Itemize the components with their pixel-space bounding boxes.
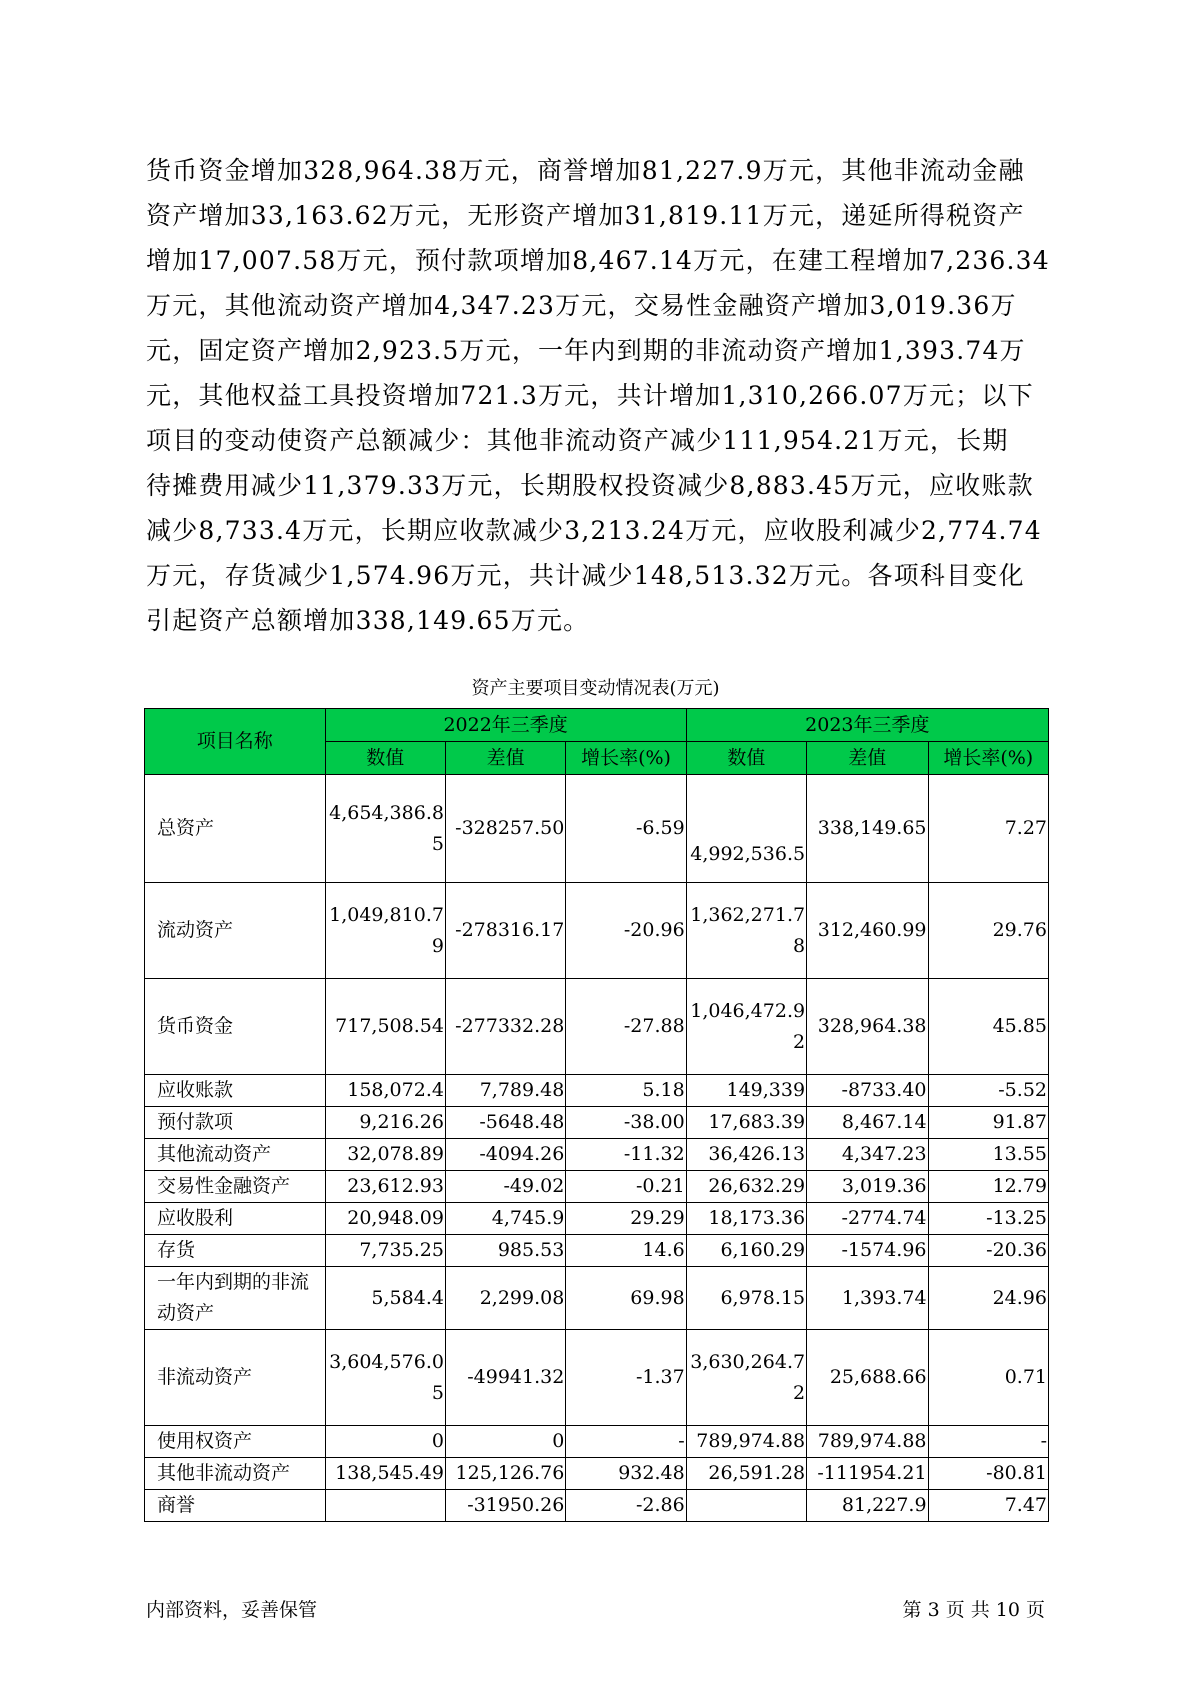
- paragraph-line: 货币资金增加328,964.38万元，商誉增加81,227.9万元，其他非流动金融: [146, 156, 1025, 185]
- diff-2022: 125,126.76: [445, 1458, 565, 1490]
- diff-2023: -111954.21: [807, 1458, 928, 1490]
- body-paragraph: [146, 148, 1050, 643]
- table-row: [145, 1490, 1049, 1522]
- value-2022: 9,216.26: [325, 1107, 445, 1139]
- diff-2023: 789,974.88: [807, 1426, 928, 1458]
- item-name: 其他非流动资产: [145, 1458, 326, 1490]
- diff-2023: 81,227.9: [807, 1490, 928, 1522]
- diff-2022: -5648.48: [445, 1107, 565, 1139]
- value-2023: 36,426.13: [686, 1139, 806, 1171]
- rate-2023: -20.36: [928, 1235, 1048, 1267]
- paragraph-line: 元，固定资产增加2,923.5万元，一年内到期的非流动资产增加1,393.74万: [146, 336, 1026, 365]
- value-2022: [325, 1490, 445, 1522]
- value-2023: 789,974.88: [686, 1426, 806, 1458]
- header-diff: 差值: [445, 742, 565, 775]
- header-rate: 增长率(%): [566, 742, 686, 775]
- item-name: 货币资金: [145, 979, 326, 1075]
- rate-2022: -20.96: [566, 883, 686, 979]
- rate-2022: -0.21: [566, 1171, 686, 1203]
- rate-2022: 14.6: [566, 1235, 686, 1267]
- diff-2023: -1574.96: [807, 1235, 928, 1267]
- header-diff: 差值: [807, 742, 928, 775]
- value-2022: 5,584.4: [325, 1267, 445, 1330]
- item-name: 商誉: [145, 1490, 326, 1522]
- table-row: [145, 979, 1049, 1075]
- footer-page-number: 第 3 页 共 10 页: [902, 1599, 1045, 1621]
- value-2022: 0: [325, 1426, 445, 1458]
- table-row: [145, 1458, 1049, 1490]
- value-2022: 20,948.09: [325, 1203, 445, 1235]
- header-rate: 增长率(%): [928, 742, 1048, 775]
- value-2023: 6,160.29: [686, 1235, 806, 1267]
- value-2022: 1,049,810.79: [325, 883, 445, 979]
- rate-2022: -2.86: [566, 1490, 686, 1522]
- rate-2022: -1.37: [566, 1330, 686, 1426]
- diff-2022: 2,299.08: [445, 1267, 565, 1330]
- value-2022: 4,654,386.85: [325, 775, 445, 883]
- item-name: 总资产: [145, 775, 326, 883]
- paragraph-line: 资产增加33,163.62万元，无形资产增加31,819.11万元，递延所得税资产: [146, 201, 1025, 230]
- table-row: [145, 1203, 1049, 1235]
- value-2023: 6,978.15: [686, 1267, 806, 1330]
- value-2023: 1,362,271.78: [686, 883, 806, 979]
- diff-2022: -328257.50: [445, 775, 565, 883]
- value-2023: 18,173.36: [686, 1203, 806, 1235]
- diff-2023: 1,393.74: [807, 1267, 928, 1330]
- rate-2023: 13.55: [928, 1139, 1048, 1171]
- table-row: [145, 775, 1049, 883]
- diff-2022: 7,789.48: [445, 1075, 565, 1107]
- value-2022: 158,072.4: [325, 1075, 445, 1107]
- rate-2022: -11.32: [566, 1139, 686, 1171]
- diff-2023: 338,149.65: [807, 775, 928, 883]
- item-name: 存货: [145, 1235, 326, 1267]
- table-row: [145, 1075, 1049, 1107]
- rate-2022: 29.29: [566, 1203, 686, 1235]
- paragraph-line: 减少8,733.4万元，长期应收款减少3,213.24万元，应收股利减少2,774.74: [146, 516, 1042, 545]
- rate-2023: 0.71: [928, 1330, 1048, 1426]
- rate-2023: 12.79: [928, 1171, 1048, 1203]
- rate-2023: 7.47: [928, 1490, 1048, 1522]
- item-name: 使用权资产: [145, 1426, 326, 1458]
- paragraph-line: 项目的变动使资产总额减少：其他非流动资产减少111,954.21万元，长期: [146, 426, 1009, 455]
- rate-2023: -13.25: [928, 1203, 1048, 1235]
- paragraph-line: 万元，其他流动资产增加4,347.23万元，交易性金融资产增加3,019.36万: [146, 291, 1017, 320]
- diff-2023: 328,964.38: [807, 979, 928, 1075]
- rate-2022: 69.98: [566, 1267, 686, 1330]
- rate-2023: 24.96: [928, 1267, 1048, 1330]
- rate-2023: 29.76: [928, 883, 1048, 979]
- value-2023: 3,630,264.72: [686, 1330, 806, 1426]
- header-value: 数值: [325, 742, 445, 775]
- table-row: [145, 1107, 1049, 1139]
- diff-2022: -49941.32: [445, 1330, 565, 1426]
- table-row: [145, 883, 1049, 979]
- table-row: [145, 1235, 1049, 1267]
- rate-2022: -27.88: [566, 979, 686, 1075]
- value-2023: 149,339: [686, 1075, 806, 1107]
- rate-2022: -38.00: [566, 1107, 686, 1139]
- value-2023: 4,992,536.5: [686, 775, 806, 883]
- table-row: [145, 1426, 1049, 1458]
- diff-2023: -2774.74: [807, 1203, 928, 1235]
- rate-2022: 5.18: [566, 1075, 686, 1107]
- item-name: 预付款项: [145, 1107, 326, 1139]
- footer-confidential-note: 内部资料，妥善保管: [146, 1599, 318, 1621]
- diff-2023: 8,467.14: [807, 1107, 928, 1139]
- value-2022: 138,545.49: [325, 1458, 445, 1490]
- rate-2023: -80.81: [928, 1458, 1048, 1490]
- diff-2023: 25,688.66: [807, 1330, 928, 1426]
- rate-2022: -6.59: [566, 775, 686, 883]
- rate-2023: -: [928, 1426, 1048, 1458]
- header-value: 数值: [686, 742, 806, 775]
- item-name: 其他流动资产: [145, 1139, 326, 1171]
- rate-2023: 91.87: [928, 1107, 1048, 1139]
- rate-2022: 932.48: [566, 1458, 686, 1490]
- paragraph-line: 万元，存货减少1,574.96万元，共计减少148,513.32万元。各项科目变化: [146, 561, 1025, 590]
- value-2022: 23,612.93: [325, 1171, 445, 1203]
- paragraph-line: 引起资产总额增加338,149.65万元。: [146, 606, 590, 635]
- item-name: 一年内到期的非流动资产: [145, 1267, 326, 1330]
- header-period-2023: 2023年三季度: [686, 709, 1048, 742]
- value-2023: 17,683.39: [686, 1107, 806, 1139]
- item-name: 非流动资产: [145, 1330, 326, 1426]
- rate-2023: 45.85: [928, 979, 1048, 1075]
- value-2023: 26,591.28: [686, 1458, 806, 1490]
- paragraph-line: 待摊费用减少11,379.33万元，长期股权投资减少8,883.45万元，应收账款: [146, 471, 1034, 500]
- rate-2023: -5.52: [928, 1075, 1048, 1107]
- header-period-2022: 2022年三季度: [325, 709, 686, 742]
- value-2022: 7,735.25: [325, 1235, 445, 1267]
- value-2022: 32,078.89: [325, 1139, 445, 1171]
- value-2023: [686, 1490, 806, 1522]
- diff-2022: -277332.28: [445, 979, 565, 1075]
- item-name: 交易性金融资产: [145, 1171, 326, 1203]
- diff-2023: 312,460.99: [807, 883, 928, 979]
- item-name: 应收股利: [145, 1203, 326, 1235]
- paragraph-line: 增加17,007.58万元，预付款项增加8,467.14万元，在建工程增加7,236.34: [146, 246, 1050, 275]
- diff-2022: 0: [445, 1426, 565, 1458]
- table-row: [145, 1139, 1049, 1171]
- value-2022: 3,604,576.05: [325, 1330, 445, 1426]
- value-2023: 26,632.29: [686, 1171, 806, 1203]
- diff-2023: 4,347.23: [807, 1139, 928, 1171]
- rate-2022: -: [566, 1426, 686, 1458]
- header-item-name: 项目名称: [145, 709, 326, 775]
- table-row: [145, 1171, 1049, 1203]
- diff-2022: -31950.26: [445, 1490, 565, 1522]
- diff-2022: -4094.26: [445, 1139, 565, 1171]
- item-name: 应收账款: [145, 1075, 326, 1107]
- value-2022: 717,508.54: [325, 979, 445, 1075]
- table-row: [145, 1330, 1049, 1426]
- value-2023: 1,046,472.92: [686, 979, 806, 1075]
- diff-2023: 3,019.36: [807, 1171, 928, 1203]
- table-caption: 资产主要项目变动情况表(万元): [471, 678, 720, 699]
- diff-2022: 985.53: [445, 1235, 565, 1267]
- paragraph-line: 元，其他权益工具投资增加721.3万元，共计增加1,310,266.07万元；以下: [146, 381, 1034, 410]
- diff-2022: -49.02: [445, 1171, 565, 1203]
- asset-change-table: [144, 708, 1049, 1522]
- rate-2023: 7.27: [928, 775, 1048, 883]
- table-row: [145, 1267, 1049, 1330]
- item-name: 流动资产: [145, 883, 326, 979]
- diff-2022: 4,745.9: [445, 1203, 565, 1235]
- diff-2023: -8733.40: [807, 1075, 928, 1107]
- diff-2022: -278316.17: [445, 883, 565, 979]
